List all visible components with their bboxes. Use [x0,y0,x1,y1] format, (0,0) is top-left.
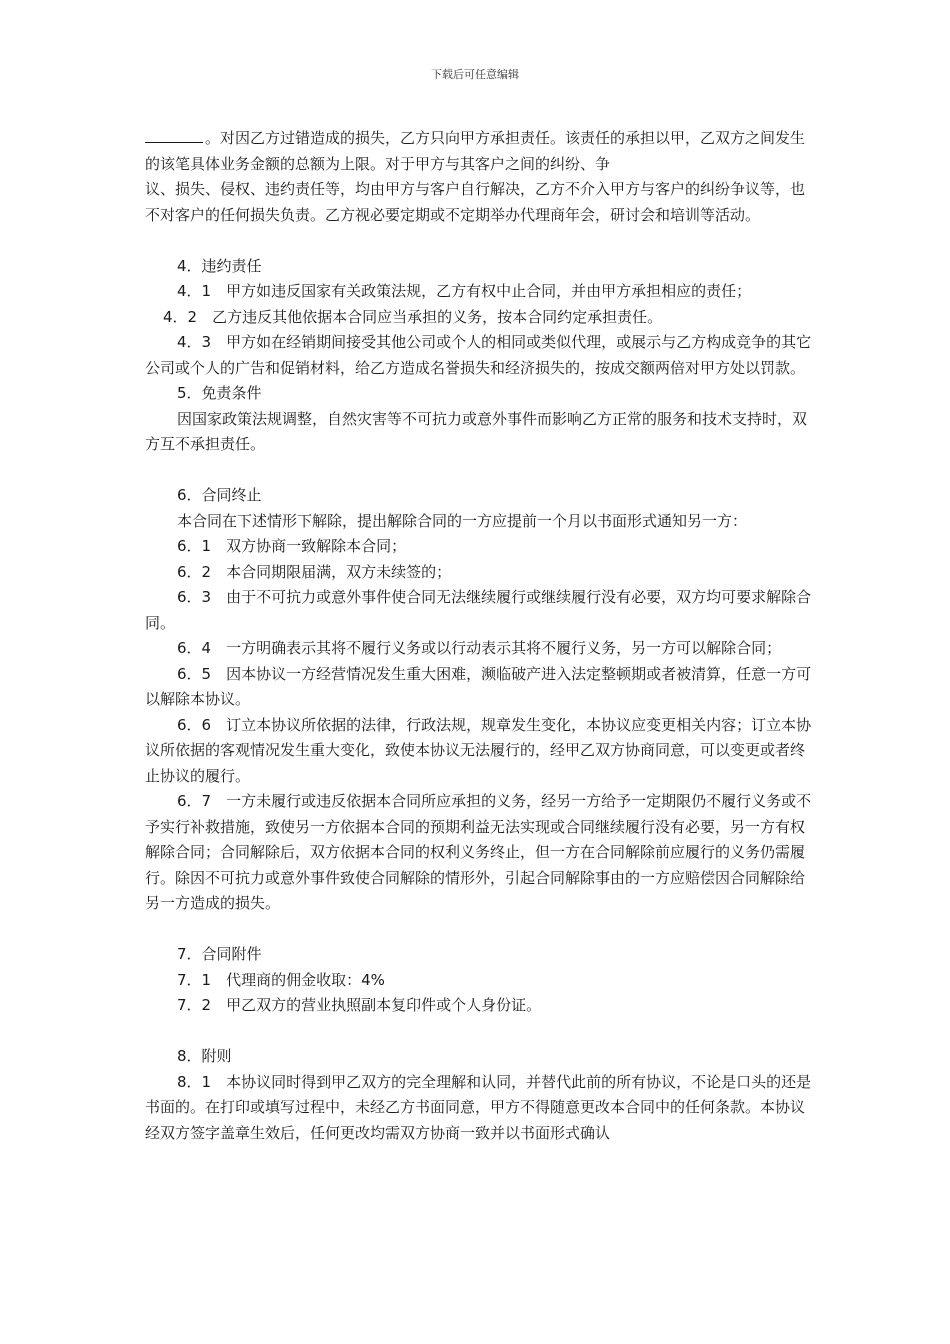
clause-6-7: 6．7 一方未履行或违反依据本合同所应承担的义务，经另一方给予一定期限仍不履行义务或不予实行补救措施，致使另一方依据本合同的预期利益无法实现或合同继续履行没有必要，另一方有权解除合同；合同解除后，双方依据本合同的权利义务终止，但一方在合同解除前应履行的义务仍需履行。除因不可抗力或意外事件致使合同解除的情形外，引起合同解除事由的一方应赔偿因合同解除给另一方造成的损失。 [145,792,812,912]
section-8-title: 8．附则 [177,1047,232,1065]
clause-6-5: 6．5 因本协议一方经营情况发生重大困难，濒临破产进入法定整顿期或者被清算，任意一方可以解除本协议。 [145,664,812,708]
section-7-title: 7．合同附件 [177,945,262,963]
clause-4-2: 4．2 乙方违反其他依据本合同应当承担的义务，按本合同约定承担责任。 [163,307,663,326]
clause-6-1: 6．1 双方协商一致解除本合同； [177,537,407,555]
clause-4-3: 4．3 甲方如在经销期间接受其他公司或个人的相同或类似代理，或展示与乙方构成竞争的其它公司或个人的广告和促销材料，给乙方造成名誉损失和经济损失的，按成交额两倍对甲方处以罚款。 [145,333,812,377]
section-4-title: 4．违约责任 [177,256,262,275]
clause-6-2: 6．2 本合同期限届满，双方未续签的； [177,562,452,581]
clause-6-6: 6．6 订立本协议所依据的法律，行政法规，规章发生变化，本协议应变更相关内容；订立本协议所依据的客观情况发生重大变化，致使本协议无法履行的，经甲乙双方协商同意，可以变更或者终止协议的履行。 [145,715,812,785]
section-5-body: 因国家政策法规调整，自然灾害等不可抗力或意外事件而影响乙方正常的服务和技术支持时，双方互不承担责任。 [145,409,808,453]
clause-8-1: 8．1 本协议同时得到甲乙双方的完全理解和认同，并替代此前的所有协议，不论是口头的还是书面的。在打印或填写过程中，未经乙方书面同意，甲方不得随意更改本合同中的任何条款。本协议经双方签字盖章生效后，任何更改均需双方协商一致并以书面形式确认 [145,1072,812,1142]
clause-6-4: 6．4 一方明确表示其将不履行义务或以行动表示其将不履行义务，另一方可以解除合同； [177,639,782,657]
paragraph-continuation-2: 议、损失、侵权、违约责任等，均由甲方与客户自行解决，乙方不介入甲方与客户的纠纷争议等，也不对客户的任何损失负责。乙方视必要定期或不定期举办代理商年会，研讨会和培训等活动。 [145,180,806,224]
section-6-intro: 本合同在下述情形下解除，提出解除合同的一方应提前一个月以书面形式通知另一方： [177,511,748,530]
page-header: 下载后可任意编辑 [431,68,519,81]
clause-7-1: 7．1 代理商的佣金收取：4% [177,970,385,989]
paragraph-continuation: 。对因乙方过错造成的损失，乙方只向甲方承担责任。该责任的承担以甲，乙双方之间发生的该笔具体业务金额的总额为上限。对于甲方与其客户之间的纠纷、争 [145,129,806,173]
section-5-title: 5．免责条件 [177,384,262,402]
clause-4-1: 4．1 甲方如违反国家有关政策法规，乙方有权中止合同，并由甲方承担相应的责任； [177,282,752,300]
clause-7-2: 7．2 甲乙双方的营业执照副本复印件或个人身份证。 [177,996,542,1014]
section-6-title: 6．合同终止 [177,486,262,504]
clause-6-3: 6．3 由于不可抗力或意外事件使合同无法继续履行或继续履行没有必要，双方均可要求解除合同。 [145,588,812,632]
document-body [145,126,815,1146]
fill-in-blank [145,128,203,143]
